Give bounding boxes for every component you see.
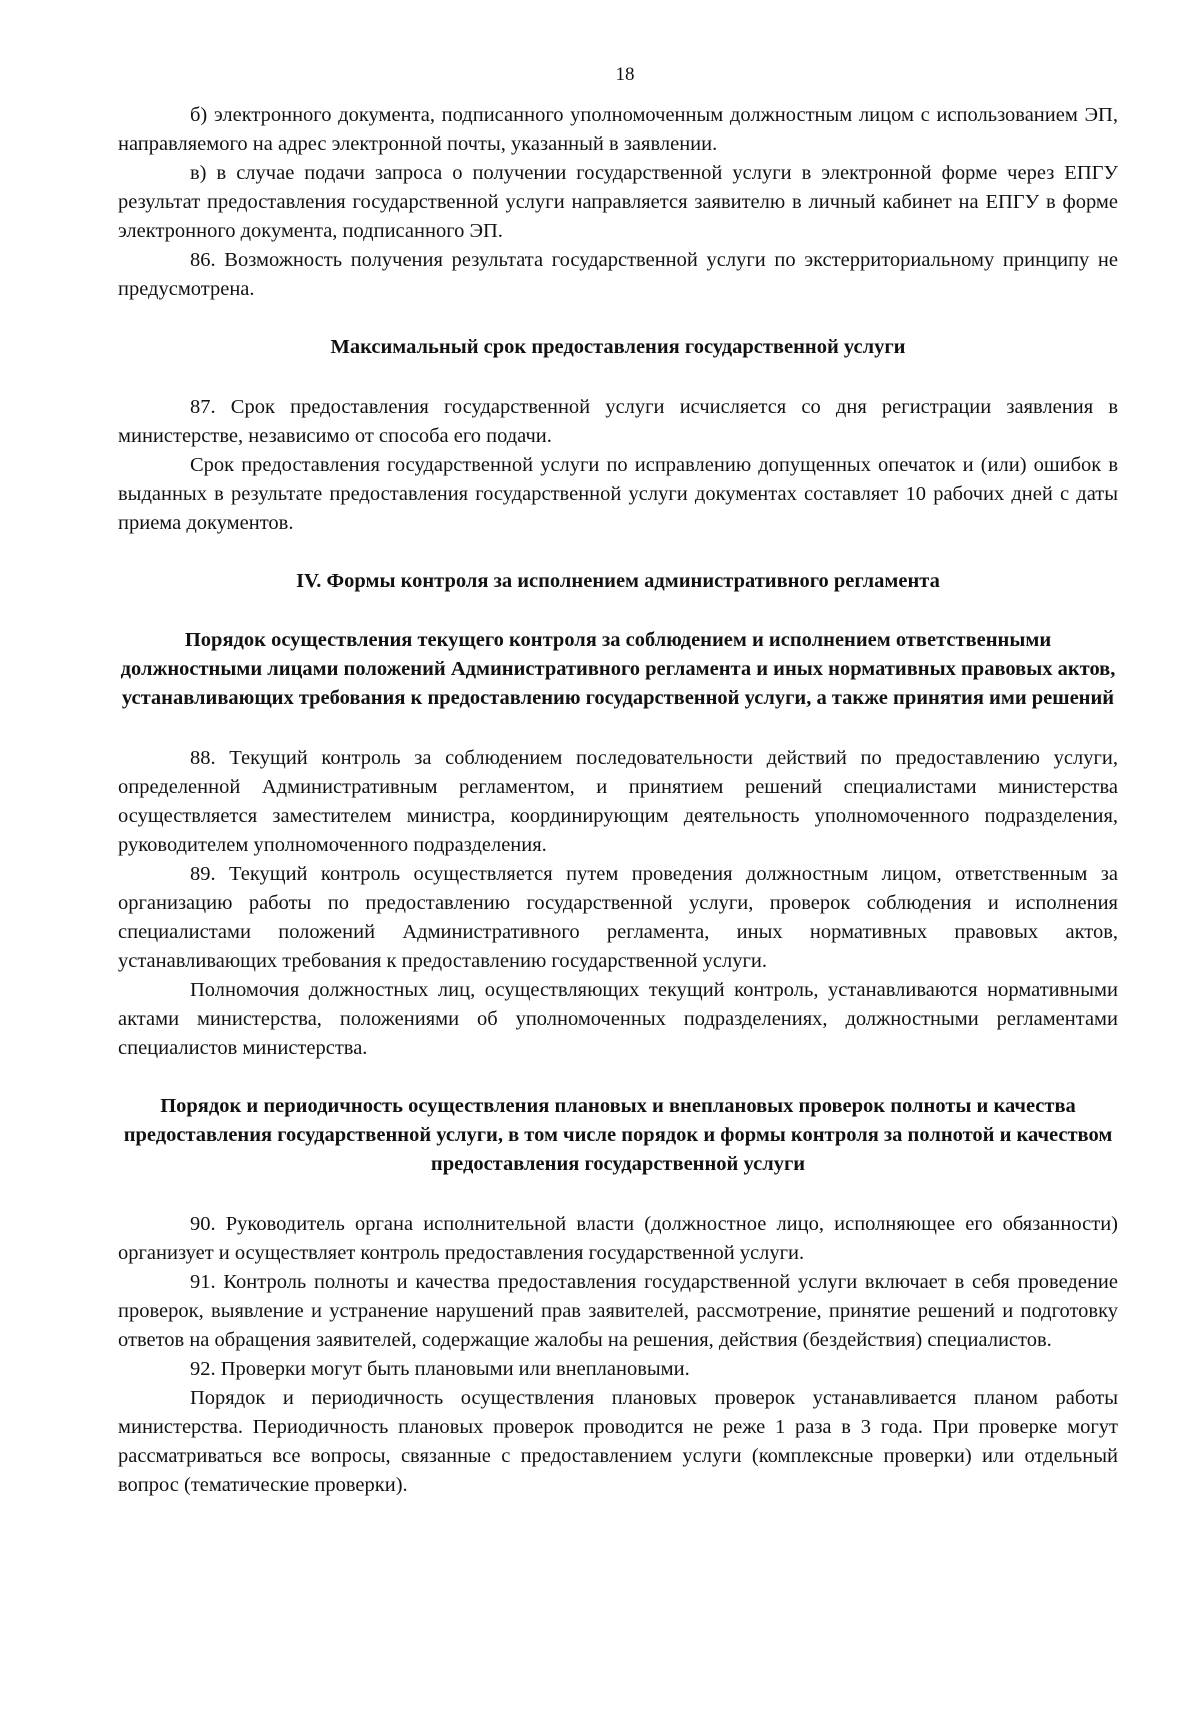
- paragraph-91: 91. Контроль полноты и качества предоставления государственной услуги включает в себя проведение проверок, выявление и устранение нарушений прав заявителей, рассмотрение, принятие решений и подготовку ответов на обращения заявителей, содержащие жалобы на решения, действия (бездействия) специалистов.: [118, 1271, 1118, 1351]
- paragraph-term-corrections: Срок предоставления государственной услуги по исправлению допущенных опечаток и (или) ошибок в выданных в результате предоставления государственной услуги документах составляет 10 рабочих дней с даты приема документов.: [118, 454, 1118, 534]
- heading-inspections: Порядок и периодичность осуществления плановых и внеплановых проверок полноты и качества предоставления государственной услуги, в том числе порядок и формы контроля за полнотой и качеством предоставления государственной услуги: [123, 1095, 1113, 1175]
- paragraph-item-v: в) в случае подачи запроса о получении государственной услуги в электронной форме через ЕПГУ результат предоставления государственной услуги направляется заявителю в личный кабинет на ЕПГУ в форме электронного документа, подписанного ЭП.: [118, 162, 1118, 242]
- paragraph-90: 90. Руководитель органа исполнительной власти (должностное лицо, исполняющее его обязанности) организует и осуществляет контроль предоставления государственной услуги.: [118, 1213, 1118, 1264]
- heading-section-iv: IV. Формы контроля за исполнением административного регламента: [296, 570, 940, 592]
- paragraph-item-b: б) электронного документа, подписанного уполномоченным должностным лицом с использованием ЭП, направляемого на адрес электронной почты, указанный в заявлении.: [118, 104, 1118, 155]
- paragraph-92: 92. Проверки могут быть плановыми или внеплановыми.: [190, 1358, 690, 1380]
- page-number: 18: [615, 64, 635, 85]
- paragraph-88: 88. Текущий контроль за соблюдением последовательности действий по предоставлению услуги, определенной Административным регламентом, и принятием решений специалистами министерства осуществляется заместителем министра, координирующим деятельность уполномоченного подразделения, руководителем уполномоченного подразделения.: [118, 747, 1118, 856]
- heading-current-control: Порядок осуществления текущего контроля за соблюдением и исполнением ответственными должностными лицами положений Административного регламента и иных нормативных правовых актов, устанавливающих требования к предоставлению государственной услуги, а также принятия ими решений: [120, 629, 1116, 709]
- heading-max-term: Максимальный срок предоставления государственной услуги: [330, 336, 906, 358]
- paragraph-planned-checks: Порядок и периодичность осуществления плановых проверок устанавливается планом работы министерства. Периодичность плановых проверок проводится не реже 1 раза в 3 года. При проверке могут рассматриваться все вопросы, связанные с предоставлением услуги (комплексные проверки) или отдельный вопрос (тематические проверки).: [118, 1387, 1118, 1496]
- paragraph-authority: Полномочия должностных лиц, осуществляющих текущий контроль, устанавливаются нормативными актами министерства, положениями об уполномоченных подразделениях, должностными регламентами специалистов министерства.: [118, 979, 1118, 1059]
- paragraph-89: 89. Текущий контроль осуществляется путем проведения должностным лицом, ответственным за организацию работы по предоставлению государственной услуги, проверок соблюдения и исполнения специалистами положений Административного регламента, иных нормативных правовых актов, устанавливающих требования к предоставлению государственной услуги.: [118, 863, 1118, 972]
- paragraph-87: 87. Срок предоставления государственной услуги исчисляется со дня регистрации заявления в министерстве, независимо от способа его подачи.: [118, 396, 1118, 447]
- document-page: [118, 60, 1118, 1500]
- paragraph-86: 86. Возможность получения результата государственной услуги по экстерриториальному принципу не предусмотрена.: [118, 249, 1118, 300]
